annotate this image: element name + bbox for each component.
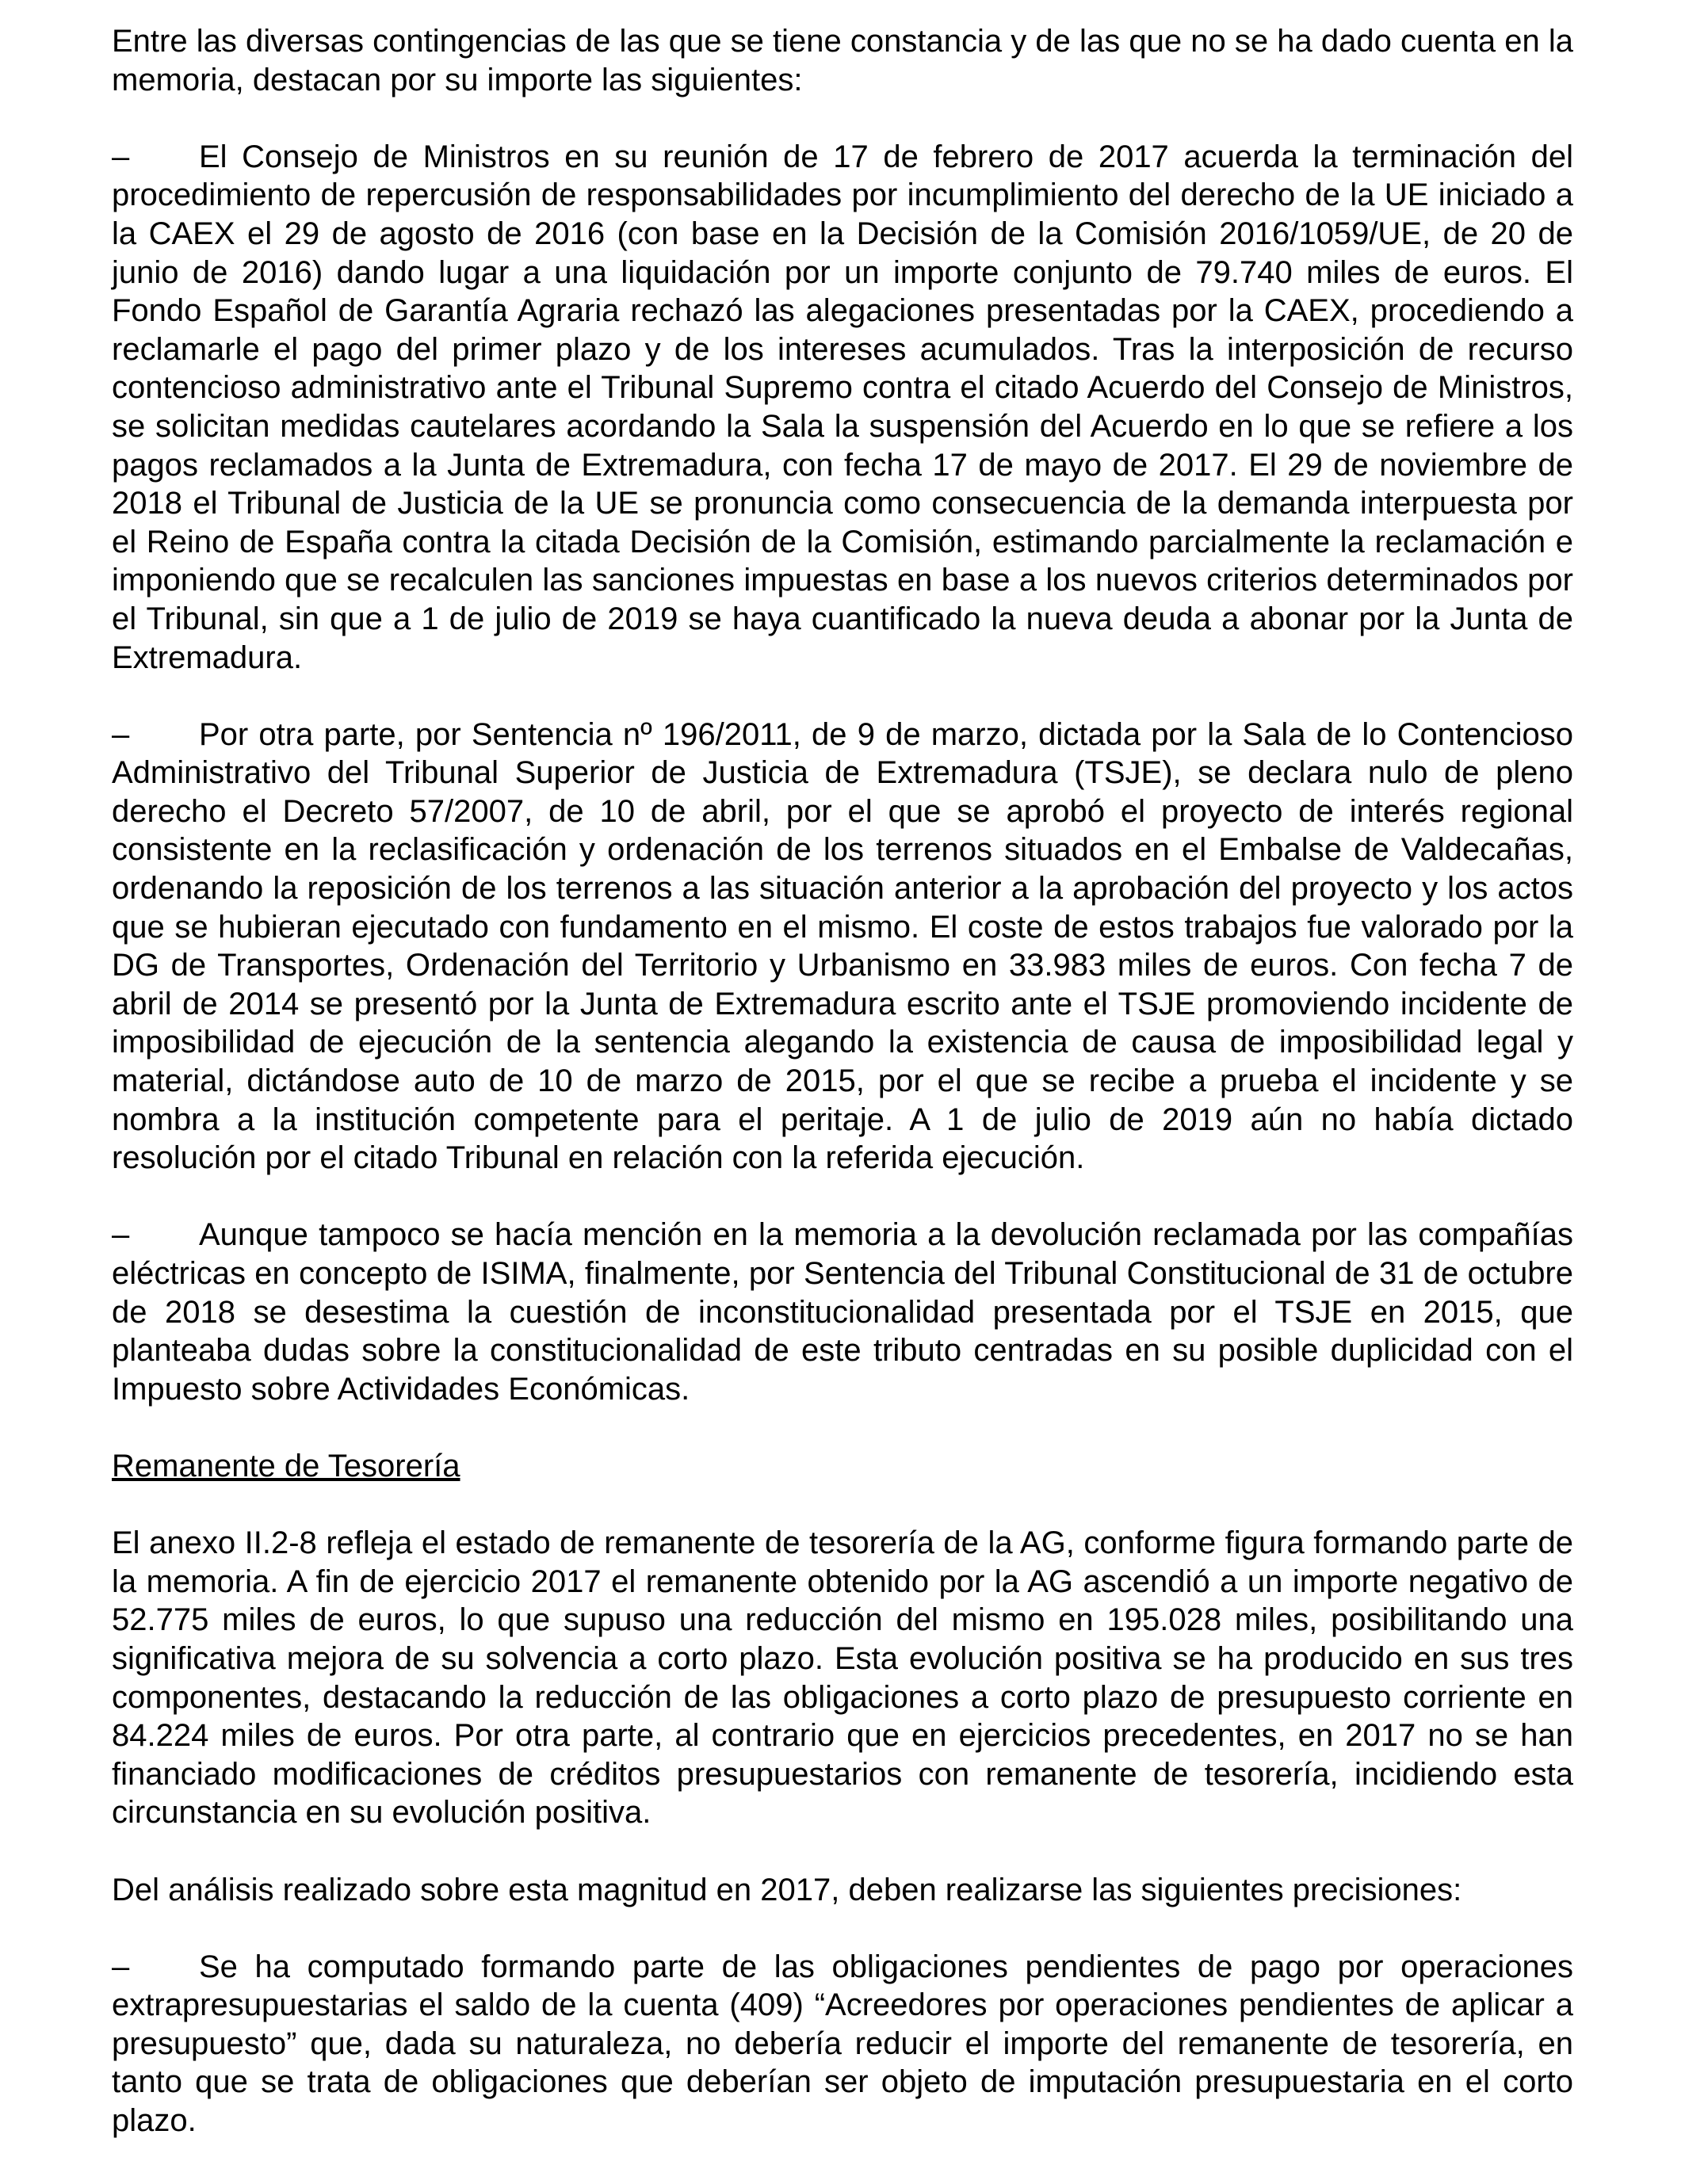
bullet-dash: – [112,716,130,752]
contingencia-valdecanas-paragraph [112,716,1573,1178]
contingencia-caex-paragraph [112,138,1573,677]
contingencia-valdecanas-text: Por otra parte, por Sentencia nº 196/2011, de 9 de marzo, dictada por la Sala de lo Contencioso Administrativo del Tribunal Superior de Justicia de Extremadura (TSJE), se declara nulo de pleno derecho el Decreto 57/2007, de 10 de abril, por el que se aprobó el proyecto de interés regional consistente en la reclasificación y ordenación de los terrenos situados en el Embalse de Valdecañas, ordenando la reposición de los terrenos a las situación anterior a la aprobación del proyecto y los actos que se hubieran ejecutado con fundamento en el mismo. El coste de estos trabajos fue valorado por la DG de Transportes, Ordenación del Territorio y Urbanismo en 33.983 miles de euros. Con fecha 7 de abril de 2014 se presentó por la Junta de Extremadura escrito ante el TSJE promoviendo incidente de imposibilidad de ejecución de la sentencia alegando la existencia de causa de imposibilidad legal y material, dictándose auto de 10 de marzo de 2015, por el que se recibe a prueba el incidente y se nombra a la institución competente para el peritaje. A 1 de julio de 2019 aún no había dictado resolución por el citado Tribunal en relación con la referida ejecución. [112,716,1573,1176]
bullet-dash: – [112,1217,130,1253]
section-heading-remanente: Remanente de Tesorería [112,1448,460,1483]
contingencia-isima-text: Aunque tampoco se hacía mención en la memoria a la devolución reclamada por las compañías eléctricas en concepto de ISIMA, finalmente, por Sentencia del Tribunal Constitucional de 31 de octubre de 2018 se desestima la cuestión de inconstitucionalidad presentada por el TSJE en 2015, que planteaba dudas sobre la constitucionalidad de este tributo centradas en su posible duplicidad con el Impuesto sobre Actividades Económicas. [112,1217,1573,1407]
intro-paragraph: Entre las diversas contingencias de las que se tiene constancia y de las que no se ha dado cuenta en la memoria, destacan por su importe las siguientes: [112,24,1573,97]
remanente-paragraph: El anexo II.2-8 refleja el estado de remanente de tesorería de la AG, conforme figura formando parte de la memoria. A fin de ejercicio 2017 el remanente obtenido por la AG ascendió a un importe negativo de 52.775 miles de euros, lo que supuso una reducción del mismo en 195.028 miles, posibilitando una significativa mejora de su solvencia a corto plazo. Esta evolución positiva se ha producido en sus tres componentes, destacando la reducción de las obligaciones a corto plazo de presupuesto corriente en 84.224 miles de euros. Por otra parte, al contrario que en ejercicios precedentes, en 2017 no se han financiado modificaciones de créditos presupuestarios con remanente de tesorería, incidiendo esta circunstancia en su evolución positiva. [112,1525,1573,1831]
contingencia-caex-text: El Consejo de Ministros en su reunión de 17 de febrero de 2017 acuerda la terminación del procedimiento de repercusión de responsabilidades por incumplimiento del derecho de la UE iniciado a la CAEX el 29 de agosto de 2016 (con base en la Decisión de la Comisión 2016/1059/UE, de 20 de junio de 2016) dando lugar a una liquidación por un importe conjunto de 79.740 miles de euros. El Fondo Español de Garantía Agraria rechazó las alegaciones presentadas por la CAEX, procediendo a reclamarle el pago del primer plazo y de los intereses acumulados. Tras la interposición de recurso contencioso administrativo ante el Tribunal Supremo contra el citado Acuerdo del Consejo de Ministros, se solicitan medidas cautelares acordando la Sala la suspensión del Acuerdo en lo que se refiere a los pagos reclamados a la Junta de Extremadura, con fecha 17 de mayo de 2017. El 29 de noviembre de 2018 el Tribunal de Justicia de la UE se pronuncia como consecuencia de la demanda interpuesta por el Reino de España contra la citada Decisión de la Comisión, estimando parcialmente la reclamación e imponiendo que se recalculen las sanciones impuestas en base a los nuevos criterios determinados por el Tribunal, sin que a 1 de julio de 2019 se haya cuantificado la nueva deuda a abonar por la Junta de Extremadura. [112,139,1573,675]
bullet-dash: – [112,139,130,174]
bullet-dash: – [112,1949,130,1984]
precision-cuenta-409-text: Se ha computado formando parte de las obligaciones pendientes de pago por operaciones extrapresupuestarias el saldo de la cuenta (409) “Acreedores por operaciones pendientes de aplicar a presupuesto” que, dada su naturaleza, no debería reducir el importe del remanente de tesorería, en tanto que se trata de obligaciones que deberían ser objeto de imputación presupuestaria en el corto plazo. [112,1949,1573,2139]
precision-cuenta-409-paragraph [112,1948,1573,2140]
contingencia-isima-paragraph [112,1216,1573,1408]
analisis-paragraph: Del análisis realizado sobre esta magnitud en 2017, deben realizarse las siguientes precisiones: [112,1872,1462,1907]
document-page [112,22,1573,2178]
